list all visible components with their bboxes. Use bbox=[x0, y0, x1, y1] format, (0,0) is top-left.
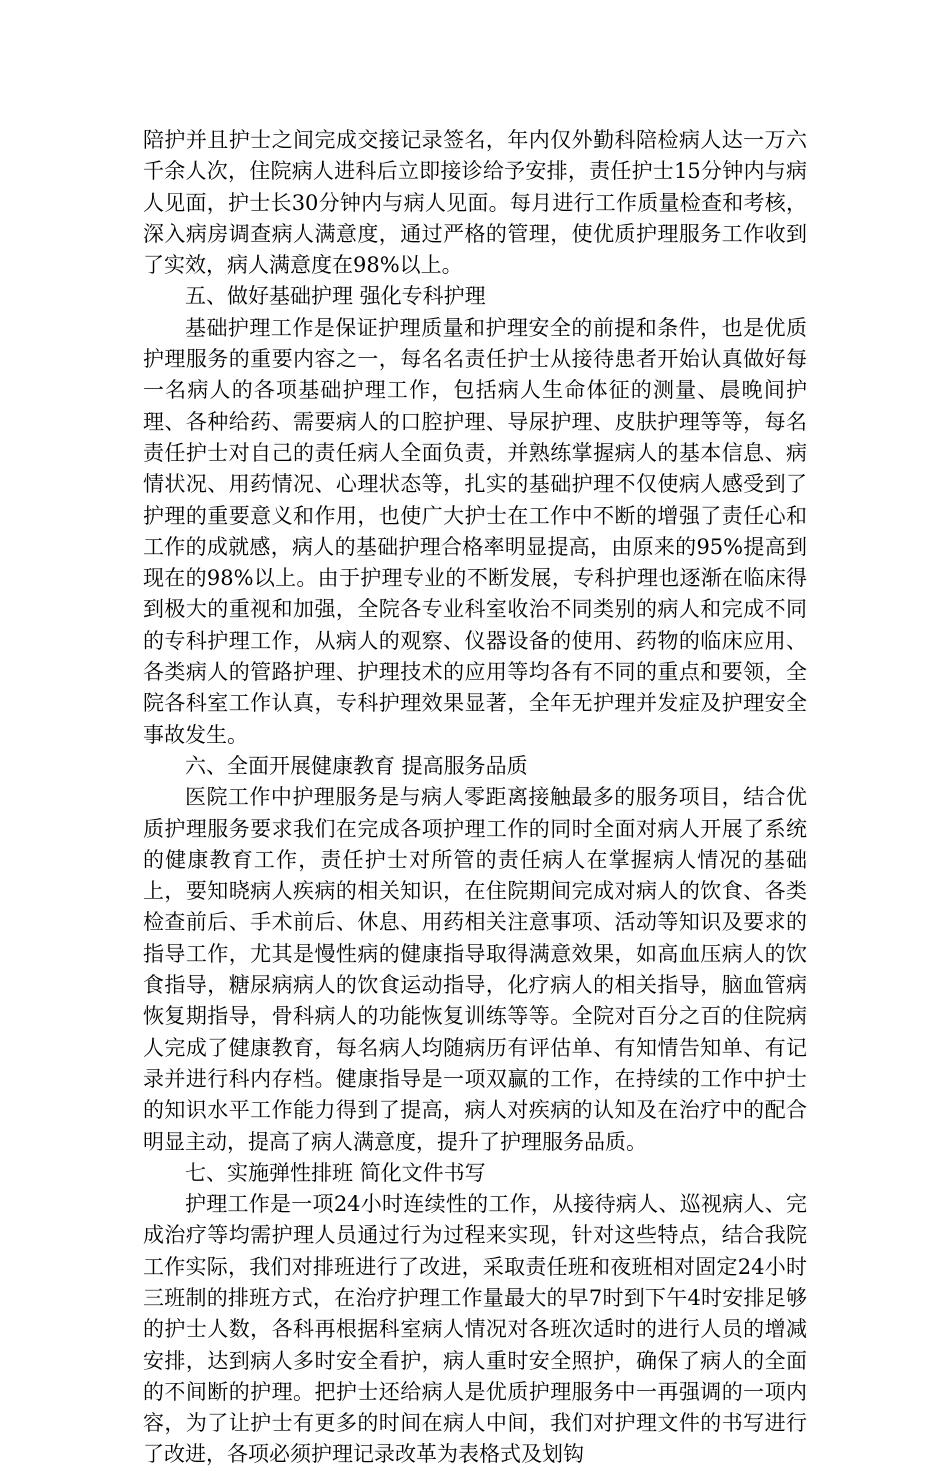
section-heading-6: 六、全面开展健康教育 提高服务品质 bbox=[185, 753, 528, 778]
paragraph-flexible-scheduling: 护理工作是一项24小时连续性的工作，从接待病人、巡视病人、完成治疗等均需护理人员通过行为过程来实现，针对这些特点，结合我院工作实际，我们对排班进行了改进，采取责任班和夜班相对固定24小时三班制的排班方式，在治疗护理工作量最大的早7时到下午4时安排足够的护士人数，各科再根据科室病人情况对各班次适时的进行人员的增减安排，达到病人多时安全看护，病人重时安全照护，确保了病人的全面的不间断的护理。把护士还给病人是优质护理服务中一再强调的一项内容，为了让护士有更多的时间在病人中间，我们对护理文件的书写进行了改进，各项必须护理记录改革为表格式及划钩 bbox=[143, 1192, 807, 1467]
paragraph-continuation: 陪护并且护士之间完成交接记录签名，年内仅外勤科陪检病人达一万六千余人次，住院病人进科后立即接诊给予安排，责任护士15分钟内与病人见面，护士长30分钟内与病人见面。每月进行工作质量检查和考核，深入病房调查病人满意度，通过严格的管理，使优质护理服务工作收到了实效，病人满意度在98%以上。 bbox=[143, 128, 807, 278]
section-heading-5: 五、做好基础护理 强化专科护理 bbox=[185, 284, 486, 309]
section-heading-7: 七、实施弹性排班 简化文件书写 bbox=[185, 1160, 486, 1185]
paragraph-health-education: 医院工作中护理服务是与病人零距离接触最多的服务项目，结合优质护理服务要求我们在完成各项护理工作的同时全面对病人开展了系统的健康教育工作，责任护士对所管的责任病人在掌握病人情况的基础上，要知晓病人疾病的相关知识，在住院期间完成对病人的饮食、各类检查前后、手术前后、休息、用药相关注意事项、活动等知识及要求的指导工作，尤其是慢性病的健康指导取得满意效果，如高血压病人的饮食指导，糖尿病病人的饮食运动指导，化疗病人的相关指导，脑血管病恢复期指导，骨科病人的功能恢复训练等等。全院对百分之百的住院病人完成了健康教育，每名病人均随病历有评估单、有知情告知单、有记录并进行科内存档。健康指导是一项双赢的工作，在持续的工作中护士的知识水平工作能力得到了提高，病人对疾病的认知及在治疗中的配合明显主动，提高了病人满意度，提升了护理服务品质。 bbox=[143, 785, 807, 1154]
paragraph-basic-nursing: 基础护理工作是保证护理质量和护理安全的前提和条件，也是优质护理服务的重要内容之一，每名名责任护士从接待患者开始认真做好每一名病人的各项基础护理工作，包括病人生命体征的测量、晨晚间护理、各种给药、需要病人的口腔护理、导尿护理、皮肤护理等等，每名责任护士对自己的责任病人全面负责，并熟练掌握病人的基本信息、病情状况、用药情况、心理状态等，扎实的基础护理不仅使病人感受到了护理的重要意义和作用，也使广大护士在工作中不断的增强了责任心和工作的成就感，病人的基础护理合格率明显提高，由原来的95%提高到现在的98%以上。由于护理专业的不断发展，专科护理也逐渐在临床得到极大的重视和加强，全院各专业科室收治不同类别的病人和完成不同的专科护理工作，从病人的观察、仪器设备的使用、药物的临床应用、各类病人的管路护理、护理技术的应用等均各有不同的重点和要领，全院各科室工作认真，专科护理效果显著，全年无护理并发症及护理安全事故发生。 bbox=[143, 315, 807, 747]
document-body bbox=[143, 125, 807, 1471]
